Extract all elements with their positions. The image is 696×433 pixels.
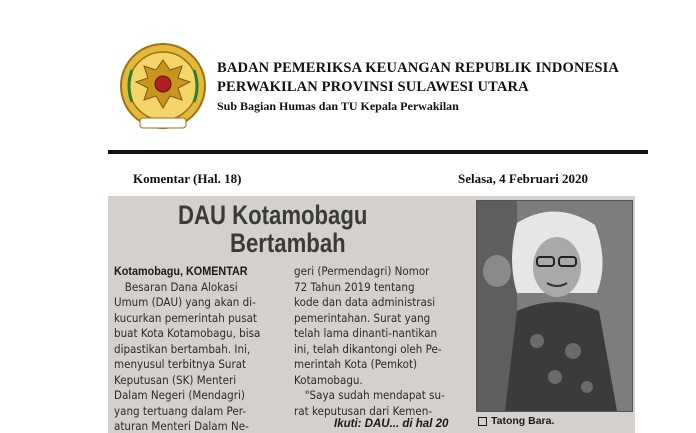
article-line: kode dan data administrasi	[294, 295, 436, 309]
photo-caption	[478, 415, 554, 427]
article-line: Umum (DAU) yang akan di-	[114, 295, 256, 309]
article-column-2	[294, 264, 478, 419]
article-line: ini, telah dikantongi oleh Pe-	[294, 341, 442, 356]
article-line: kucurkan pemerintah pusat	[114, 310, 258, 325]
article-line: telah lama dinanti-nantikan	[294, 326, 438, 340]
article-line: pemerintahan. Surat yang	[294, 310, 431, 325]
article-line: Kotamobagu.	[294, 372, 363, 387]
article-line: buat Kota Kotamobagu, bisa	[114, 326, 261, 340]
article-line: Keputusan (SK) Menteri	[114, 372, 237, 387]
header-divider	[108, 150, 648, 154]
article-line: yang tertuang dalam Per-	[114, 403, 247, 418]
newspaper-clipping	[108, 196, 635, 433]
article-line: menyusul terbitnya Surat	[114, 357, 247, 371]
org-subunit: Sub Bagian Humas dan TU Kepala Perwakilan	[217, 99, 459, 113]
article-line: geri (Permendagri) Nomor	[294, 264, 430, 278]
article-line: aturan Menteri Dalam Ne-	[114, 419, 249, 433]
article-dateline: Kotamobagu, KOMENTAR	[114, 264, 248, 278]
article-column-1	[114, 264, 294, 433]
headline-line2: Bertambah	[230, 228, 346, 258]
org-name-line2: PERWAKILAN PROVINSI SULAWESI UTARA	[217, 79, 529, 95]
article-line: merintah Kota (Pemkot)	[294, 357, 418, 371]
bpk-emblem-icon	[118, 40, 208, 136]
article-line: Besaran Dana Alokasi	[124, 279, 238, 294]
article-line: "Saya sudah mendapat su-	[304, 388, 445, 402]
article-line: Dalam Negeri (Mendagri)	[114, 388, 245, 402]
org-name-line1: BADAN PEMERIKSA KEUANGAN REPUBLIK INDONESIA	[217, 60, 620, 76]
publication-date: Selasa, 4 Februari 2020	[458, 171, 588, 186]
headline-line1: DAU Kotamobagu	[178, 200, 368, 230]
continuation-note: Ikuti: DAU... di hal 20	[334, 418, 449, 430]
publication-source: Komentar (Hal. 18)	[133, 171, 242, 186]
letterhead	[0, 0, 696, 150]
article-photo	[476, 200, 633, 412]
caption-square-icon	[478, 417, 487, 426]
article-line: rat keputusan dari Kemen-	[294, 403, 432, 418]
article-line: 72 Tahun 2019 tentang	[294, 279, 415, 294]
article-line: dipastikan bertambah. Ini,	[114, 341, 251, 356]
photo-caption-text: Tatong Bara.	[491, 415, 555, 427]
